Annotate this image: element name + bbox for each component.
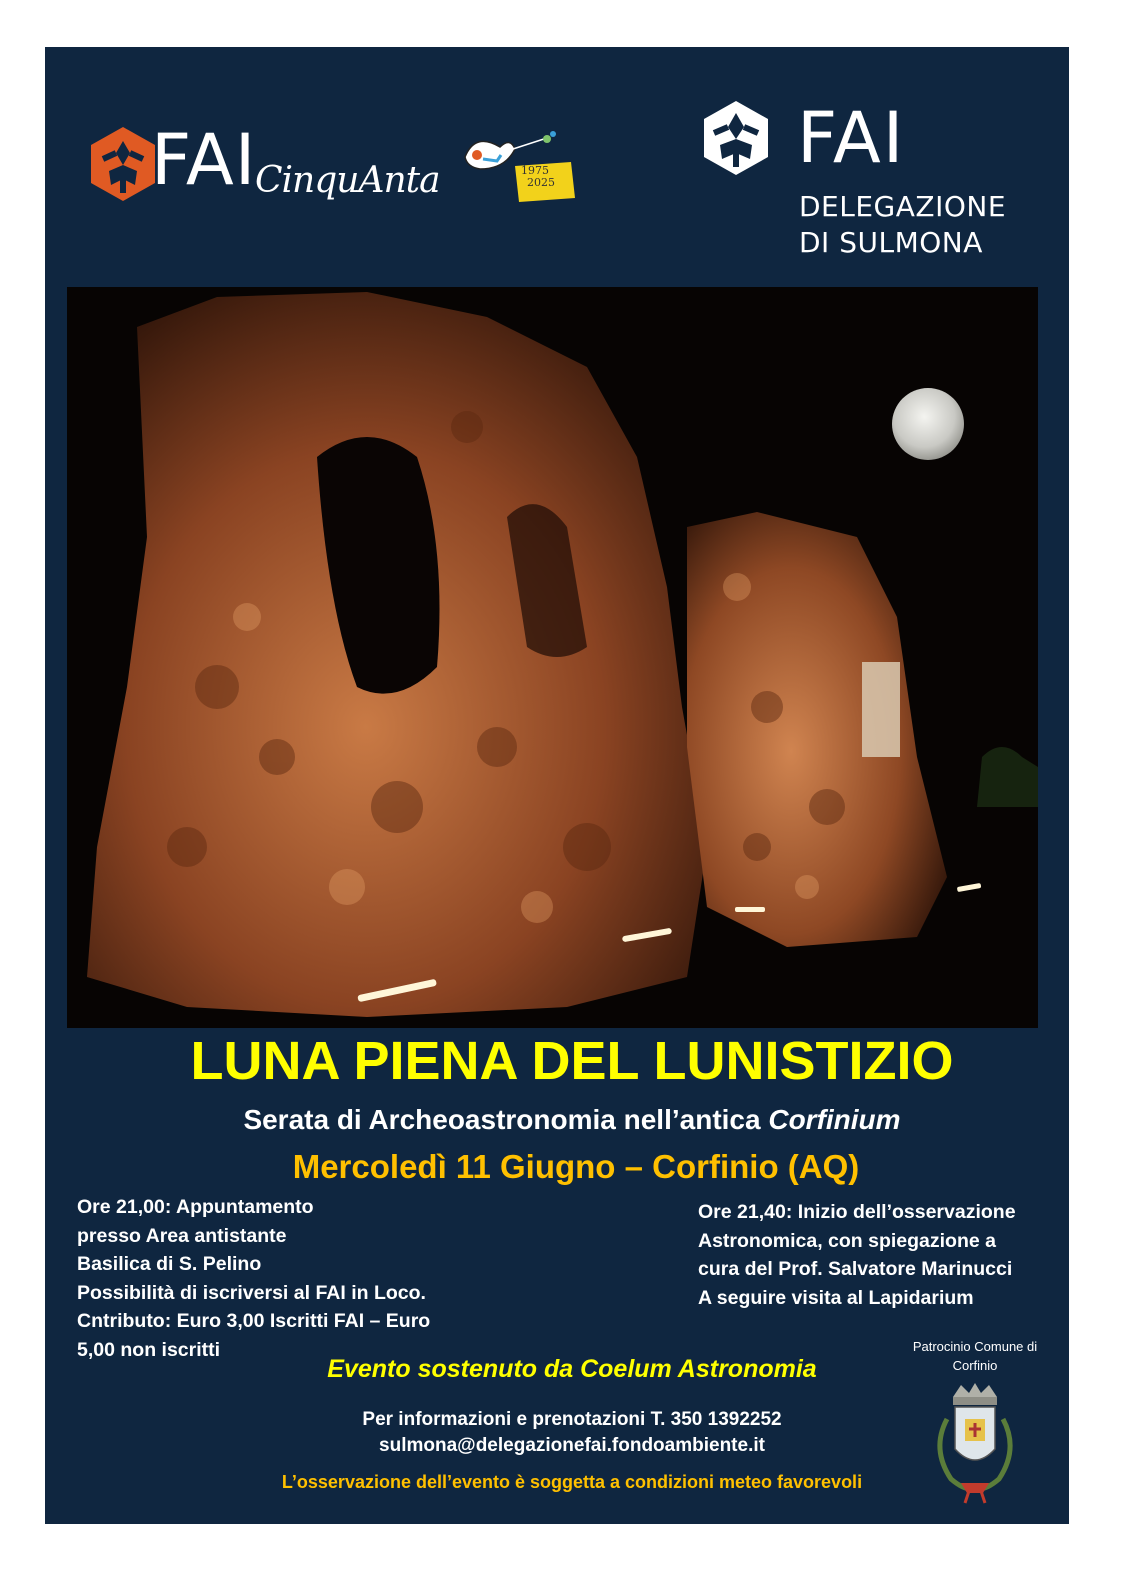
program-left	[77, 1193, 430, 1365]
program-right	[698, 1198, 1016, 1312]
sulmona-label: DI SULMONA	[799, 226, 983, 259]
event-title: LUNA PIENA DEL LUNISTIZIO	[190, 1031, 954, 1091]
program-line: Possibilità di iscriversi al FAI in Loco.	[77, 1281, 426, 1304]
sponsor-line: Evento sostenuto da Coelum Astronomia	[327, 1355, 817, 1383]
full-moon-icon	[892, 388, 964, 460]
years-text: 1975 2025	[521, 164, 555, 189]
program-line: A seguire visita al Lapidarium	[698, 1286, 974, 1309]
corfinio-crest-icon	[925, 1379, 1025, 1509]
program-line: presso Area antistante	[77, 1224, 287, 1247]
program-line: cura del Prof. Salvatore Marinucci	[698, 1258, 1013, 1281]
weather-note: L’osservazione dell’evento è soggetta a condizioni meteo favorevoli	[281, 1472, 863, 1492]
program-line: Astronomica, con spiegazione a	[698, 1229, 996, 1252]
fai-fifty-wordmark: FAI	[151, 119, 257, 201]
email-link[interactable]: sulmona@delegazionefai.fondoambiente.it	[379, 1435, 765, 1456]
patrocinio-label: Patrocinio Comune di Corfinio	[912, 1339, 1038, 1373]
program-line: 5,00 non iscritti	[77, 1338, 221, 1361]
event-date-location: Mercoledì 11 Giugno – Corfinio (AQ)	[292, 1148, 860, 1185]
program-line: Ore 21,40: Inizio dell’osservazione	[698, 1201, 1016, 1223]
contact-info	[45, 1407, 1069, 1459]
program-line: Cntributo: Euro 3,00 Iscritti FAI – Euro	[77, 1310, 431, 1333]
event-subtitle: Serata di Archeoastronomia nell’antica Corfinium	[243, 1104, 901, 1135]
program-line: Ore 21,00: Appuntamento	[77, 1196, 314, 1218]
cinquanta-script: CinquAnta	[255, 160, 440, 201]
delegazione-label: DELEGAZIONE	[799, 190, 1007, 223]
fai-delegazione-wordmark: FAI	[797, 97, 906, 179]
poster	[45, 47, 1069, 1524]
ruins-night-photo	[67, 287, 1038, 1028]
program-line: Basilica di S. Pelino	[77, 1253, 262, 1276]
phone-line: Per informazioni e prenotazioni T. 350 1392252	[362, 1409, 782, 1430]
fai-trefoil-white-icon	[696, 99, 776, 179]
